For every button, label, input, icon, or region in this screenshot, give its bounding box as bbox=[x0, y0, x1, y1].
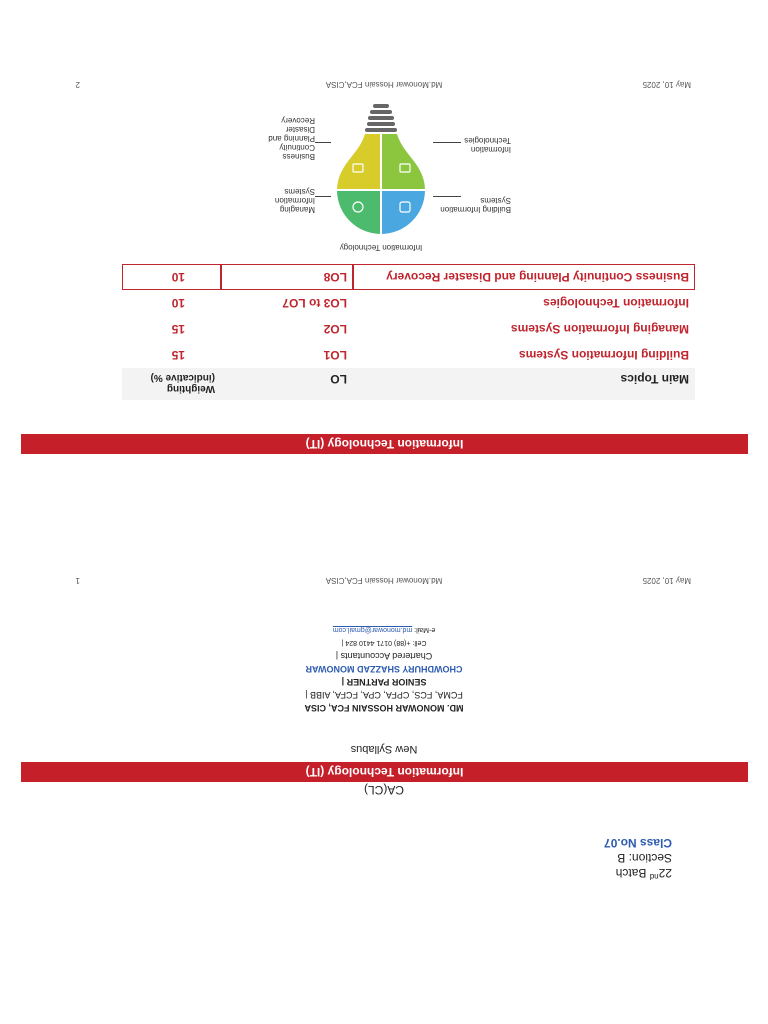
title-banner-2: Information Technology (IT) bbox=[21, 434, 748, 454]
email-link[interactable]: md.monowar@gmail.com bbox=[332, 626, 413, 633]
bulb-base-ring bbox=[365, 128, 397, 132]
topics-table bbox=[122, 264, 695, 400]
arrow-bcp bbox=[315, 142, 331, 143]
quadrant-technologies bbox=[381, 134, 425, 190]
class-info bbox=[604, 835, 672, 884]
table-row: Building Information Systems LO1 15 bbox=[171, 348, 689, 362]
presenter-name: MD. MONOWAR HOSSAIN FCA, CISA bbox=[304, 703, 464, 713]
page-author-2: Md.Monowar Hossain FCA,CISA bbox=[325, 80, 443, 89]
label-building: Building Information Systems bbox=[440, 196, 511, 214]
diagram-caption: Information Technology bbox=[339, 243, 423, 252]
course-code: CA(CL) bbox=[364, 783, 405, 797]
arrow-building bbox=[433, 196, 461, 197]
arrow-technologies bbox=[433, 142, 461, 143]
label-bcp: Business Continuity Planning and Disaster Recovery bbox=[268, 116, 315, 161]
label-technologies: Information Technologies bbox=[464, 136, 511, 154]
page-number-2: 2 bbox=[75, 80, 80, 89]
label-managing: Managing Information Systems bbox=[274, 187, 315, 214]
table-row-highlighted: Business Continuity Planning and Disaster Recovery LO8 10 bbox=[122, 264, 695, 290]
presenter-credentials: FCMA, FCS, CPFA, CPA, FCFA, AIBB | bbox=[305, 690, 463, 700]
col-main-topics: Main Topics bbox=[353, 368, 695, 400]
title-banner: Information Technology (IT) bbox=[21, 762, 748, 782]
bulb-base-ring bbox=[367, 122, 395, 126]
presenter-title: SENIOR PARTNER | bbox=[341, 677, 427, 687]
bulb-base-ring bbox=[373, 104, 389, 108]
syllabus-label: New Syllabus bbox=[350, 743, 418, 755]
page-author: Md.Monowar Hossain FCA,CISA bbox=[325, 576, 443, 585]
presenter-block bbox=[0, 623, 768, 714]
col-lo: LO bbox=[221, 368, 353, 400]
cell-number: Cell: +(88) 0171 4410 824 | bbox=[341, 639, 427, 646]
bulb-base-ring bbox=[368, 116, 394, 120]
class-number: Class No.07 bbox=[603, 836, 672, 850]
batch-line: 22nd Batch bbox=[615, 866, 672, 881]
firm-name: CHOWDHURY SHAZZAD MONOWAR bbox=[305, 664, 463, 674]
table-row: Managing Information Systems LO2 15 bbox=[171, 322, 689, 336]
bulb-graphic bbox=[321, 102, 441, 242]
bulb-base-ring bbox=[370, 110, 392, 114]
table-row: Information Technologies LO3 to LO7 10 bbox=[171, 296, 689, 310]
profession: Chartered Accountants | bbox=[335, 651, 433, 661]
arrow-managing bbox=[315, 196, 331, 197]
quadrant-bcp bbox=[337, 134, 381, 190]
col-weighting: Weighting (indicative %) bbox=[122, 368, 221, 400]
section-line: Section: B bbox=[617, 851, 672, 865]
page-date-2: May 10, 2025 bbox=[642, 80, 691, 89]
it-bulb-diagram bbox=[251, 104, 511, 254]
email-line: e-Mail: md.monowar@gmail.com bbox=[332, 626, 436, 633]
page-date: May 10, 2025 bbox=[642, 576, 691, 585]
page-number: 1 bbox=[75, 576, 80, 585]
